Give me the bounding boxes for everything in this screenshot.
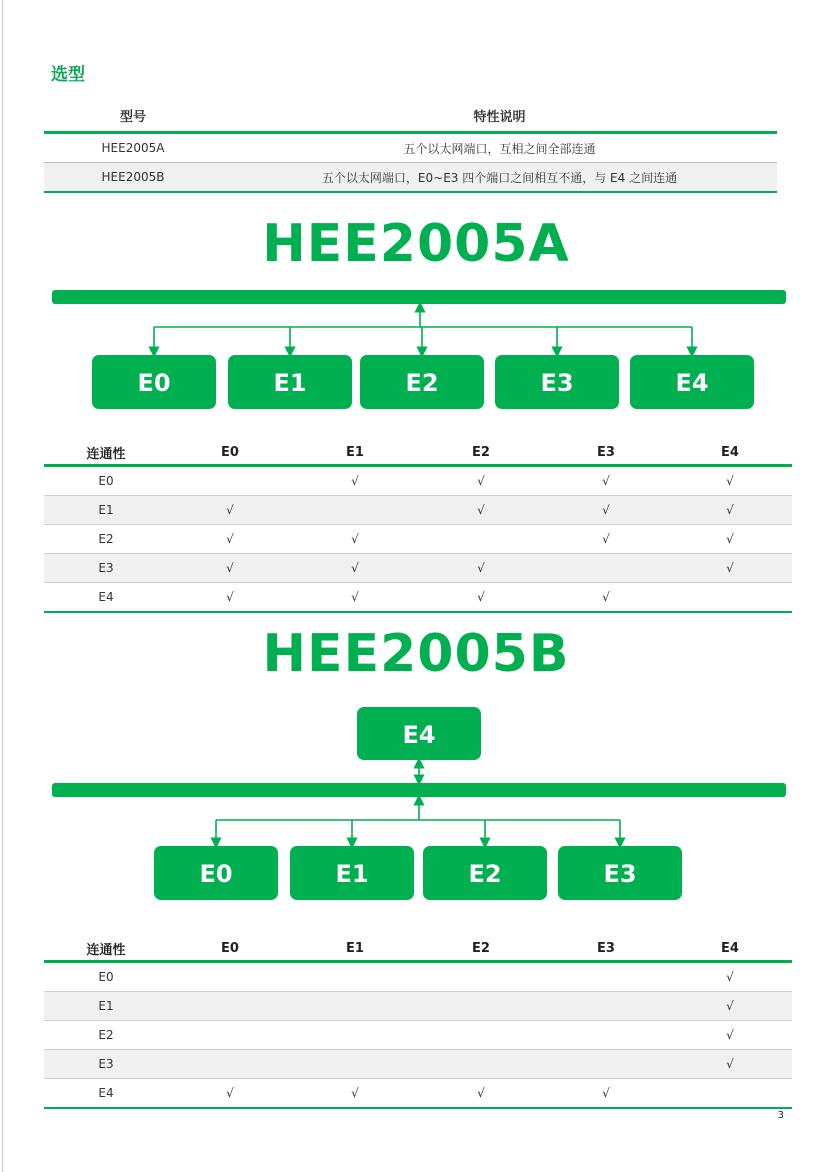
header-model: 型号 xyxy=(119,110,146,125)
table-row xyxy=(44,1021,792,1050)
cell: √ xyxy=(726,532,734,546)
model-table-header xyxy=(44,100,777,134)
model-feature: 五个以太网端口，E0~E3 四个端口之间相互不通，与 E4 之间连通 xyxy=(321,170,678,185)
cell: √ xyxy=(351,532,359,546)
port-node-e0 xyxy=(154,846,278,900)
cell: √ xyxy=(477,474,485,488)
cell: √ xyxy=(602,474,610,488)
header-cell: 连通性 xyxy=(86,942,126,958)
cell: √ xyxy=(726,474,734,488)
port-node-e2 xyxy=(423,846,547,900)
cell: √ xyxy=(226,532,234,546)
port-label: E3 xyxy=(603,860,637,888)
port-label: E2 xyxy=(468,860,502,888)
header-cell: E0 xyxy=(221,940,239,956)
cell: √ xyxy=(226,1086,234,1100)
model-a-connectivity-table xyxy=(44,440,792,613)
cell: √ xyxy=(226,590,234,604)
port-label: E4 xyxy=(402,721,436,749)
model-b-connectivity-table xyxy=(44,936,792,1109)
row-label: E2 xyxy=(98,1028,114,1042)
table-row xyxy=(44,963,792,992)
header-cell: E0 xyxy=(221,444,239,460)
table-row xyxy=(44,1050,792,1079)
header-cell: E2 xyxy=(472,940,490,956)
cell: √ xyxy=(726,970,734,984)
cell: √ xyxy=(477,561,485,575)
model-a-topology-diagram xyxy=(0,285,832,415)
switch-bus-bar xyxy=(52,783,786,797)
page-number: 3 xyxy=(777,1110,784,1121)
row-label: E1 xyxy=(98,999,114,1013)
port-node-e0 xyxy=(92,355,216,409)
header-cell: E1 xyxy=(346,444,364,460)
header-feature: 特性说明 xyxy=(473,110,526,125)
model-a-title: HEE2005A xyxy=(262,214,570,274)
port-label: E0 xyxy=(199,860,233,888)
cell: √ xyxy=(351,590,359,604)
table-row xyxy=(44,1079,792,1109)
switch-bus-bar xyxy=(52,290,786,304)
model-name: HEE2005B xyxy=(101,170,165,184)
port-label: E3 xyxy=(540,369,574,397)
table-row xyxy=(44,992,792,1021)
cell: √ xyxy=(351,561,359,575)
section-title: 选型 xyxy=(51,65,85,85)
cell: √ xyxy=(351,474,359,488)
port-node-e1 xyxy=(228,355,352,409)
table-row xyxy=(44,496,792,525)
port-label: E2 xyxy=(405,369,439,397)
model-table xyxy=(44,100,777,193)
page-edge-line xyxy=(2,0,3,1172)
port-node-e4 xyxy=(630,355,754,409)
cell: √ xyxy=(602,532,610,546)
row-label: E0 xyxy=(98,474,114,488)
table-row xyxy=(44,525,792,554)
cell: √ xyxy=(226,503,234,517)
row-label: E3 xyxy=(98,1057,114,1071)
row-label: E1 xyxy=(98,503,114,517)
header-cell: 连通性 xyxy=(86,446,126,462)
cell: √ xyxy=(477,1086,485,1100)
port-label: E0 xyxy=(137,369,171,397)
model-feature: 五个以太网端口，互相之间全部连通 xyxy=(403,141,596,156)
port-label: E1 xyxy=(273,369,307,397)
table-row xyxy=(44,134,777,162)
port-node-e3 xyxy=(495,355,619,409)
row-label: E0 xyxy=(98,970,114,984)
row-label: E3 xyxy=(98,561,114,575)
row-label: E2 xyxy=(98,532,114,546)
model-name: HEE2005A xyxy=(101,141,165,155)
cell: √ xyxy=(477,590,485,604)
port-node-e4 xyxy=(357,707,481,760)
header-cell: E2 xyxy=(472,444,490,460)
cell: √ xyxy=(726,503,734,517)
table-row xyxy=(44,583,792,613)
cell: √ xyxy=(602,590,610,604)
row-label: E4 xyxy=(98,1086,114,1100)
cell: √ xyxy=(477,503,485,517)
connectivity-header xyxy=(44,936,792,963)
cell: √ xyxy=(226,561,234,575)
table-row xyxy=(44,554,792,583)
header-cell: E3 xyxy=(597,940,615,956)
cell: √ xyxy=(726,999,734,1013)
port-node-e1 xyxy=(290,846,414,900)
cell: √ xyxy=(351,1086,359,1100)
port-node-e3 xyxy=(558,846,682,900)
connectivity-header xyxy=(44,440,792,467)
header-cell: E4 xyxy=(721,444,739,460)
table-row xyxy=(44,162,777,193)
port-node-e2 xyxy=(360,355,484,409)
cell: √ xyxy=(726,1057,734,1071)
cell: √ xyxy=(726,1028,734,1042)
header-cell: E4 xyxy=(721,940,739,956)
row-label: E4 xyxy=(98,590,114,604)
port-label: E1 xyxy=(335,860,369,888)
port-label: E4 xyxy=(675,369,709,397)
cell: √ xyxy=(602,1086,610,1100)
cell: √ xyxy=(602,503,610,517)
model-b-topology-diagram xyxy=(0,700,832,910)
model-b-title: HEE2005B xyxy=(262,624,570,684)
cell: √ xyxy=(726,561,734,575)
table-row xyxy=(44,467,792,496)
header-cell: E1 xyxy=(346,940,364,956)
header-cell: E3 xyxy=(597,444,615,460)
